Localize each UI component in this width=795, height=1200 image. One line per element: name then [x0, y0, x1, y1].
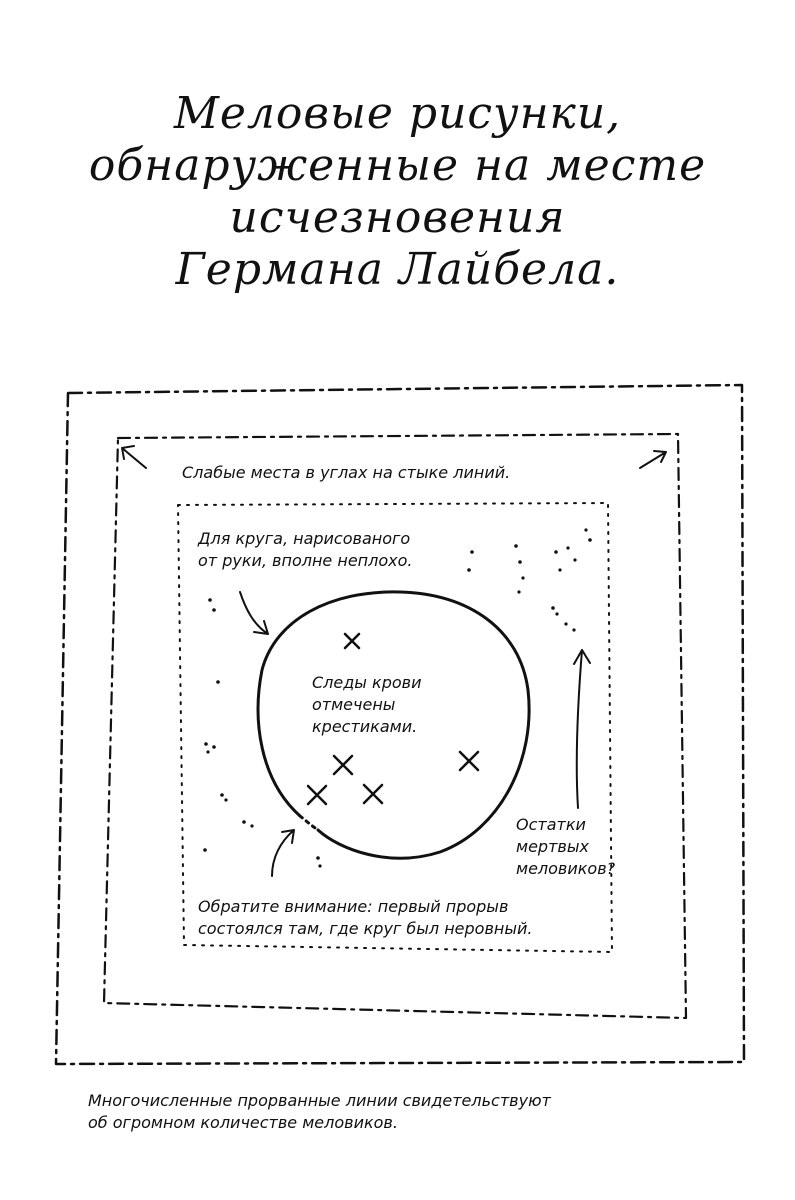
- arrow-remains: [574, 650, 590, 808]
- blood-cross: [460, 752, 478, 770]
- arrow-to-circle: [240, 592, 268, 634]
- note-blood-line-2: отмечены: [312, 695, 396, 714]
- note-remains-line-3: меловиков?: [516, 859, 616, 878]
- arrow-to-breach: [272, 830, 294, 876]
- title-line-3: исчезновения: [229, 192, 566, 243]
- note-circle-line-2: от руки, вполне неплохо.: [198, 551, 413, 570]
- note-weak-corners-text: Слабые места в углах на стыке линий.: [182, 463, 511, 482]
- note-remains: [516, 814, 615, 880]
- note-circle-line-1: Для круга, нарисованого: [198, 529, 411, 548]
- note-blood-line-1: Следы крови: [312, 673, 422, 692]
- arrow-top-left: [122, 446, 146, 468]
- note-circle: [198, 528, 412, 572]
- note-blood-line-3: крестиками.: [312, 717, 418, 736]
- caption: [88, 1090, 551, 1134]
- note-breach-line-1: Обратите внимание: первый прорыв: [198, 897, 509, 916]
- title-line-1: Меловые рисунки,: [173, 88, 622, 139]
- note-weak-corners: [182, 462, 510, 484]
- note-blood: [312, 672, 421, 738]
- blood-cross: [345, 634, 359, 648]
- note-remains-line-2: мертвых: [516, 837, 589, 856]
- note-remains-line-1: Остатки: [516, 815, 586, 834]
- blood-cross: [334, 756, 352, 774]
- note-breach-line-2: состоялся там, где круг был неровный.: [198, 919, 533, 938]
- blood-cross: [364, 785, 382, 803]
- title-line-4: Германа Лайбела.: [175, 244, 620, 295]
- note-breach: [198, 896, 532, 940]
- circle-broken-segment: [300, 816, 318, 830]
- caption-line-2: об огромном количестве меловиков.: [88, 1113, 398, 1132]
- caption-line-1: Многочисленные прорванные линии свидетельствуют: [88, 1091, 551, 1110]
- blood-cross: [308, 786, 326, 804]
- arrow-top-right: [640, 451, 666, 468]
- title-line-2: обнаруженные на месте: [88, 140, 707, 191]
